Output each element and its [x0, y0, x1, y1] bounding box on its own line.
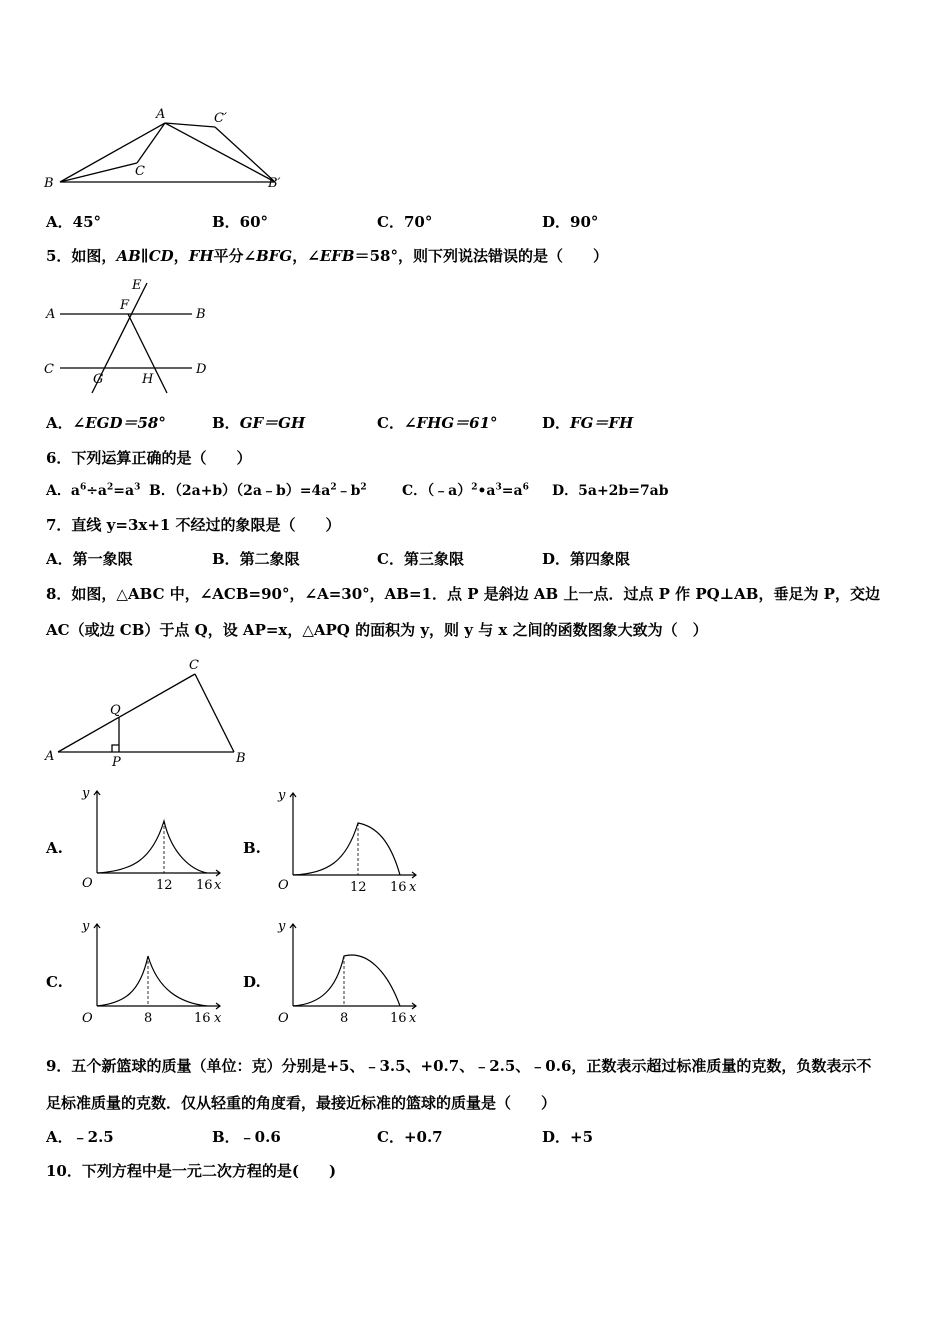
q8-graph-b-end-tick: 16 [390, 880, 407, 895]
q8-graph-c-xlabel: x [214, 1011, 222, 1026]
q5-stem [46, 246, 608, 266]
q4-figure [40, 105, 300, 200]
q6-option-a[interactable] [46, 481, 140, 501]
q8-graph-b[interactable] [268, 787, 423, 902]
q8-label-q: Q [110, 703, 121, 718]
q4-option-b[interactable]: B．60° [212, 213, 269, 231]
q8-label-a: A [45, 749, 55, 764]
q9-stem-line2: 足标准质量的克数．仅从轻重的角度看，最接近标准的篮球的质量是（ ） [46, 1094, 557, 1112]
q8-graph-b-curve [293, 823, 400, 875]
q6-option-b[interactable] [149, 481, 367, 501]
q8-graph-a-xlabel: x [214, 878, 222, 893]
q5-stem-cd: CD [148, 247, 174, 265]
q5-label-f: F [120, 298, 130, 313]
q6-c-5: =a [501, 483, 523, 499]
q5-stem-parallel: ∥ [140, 247, 149, 265]
q8-graph-c-end-tick: 16 [194, 1011, 211, 1026]
q7-option-b[interactable]: B．第二象限 [212, 550, 300, 568]
q7-option-a[interactable]: A．第一象限 [46, 550, 133, 568]
q8-option-c[interactable]: C. [46, 973, 63, 991]
q8-graph-c-origin: O [82, 1011, 93, 1026]
q8-graph-a-ylabel: y [82, 786, 90, 801]
q8-label-b: B [236, 751, 246, 766]
q5-stem-bfg: BFG [256, 247, 293, 265]
q5-label-c: C [44, 362, 54, 377]
q8-triangle-figure [42, 658, 252, 768]
q5-label-a: A [46, 307, 56, 322]
q9-option-d[interactable]: D．+5 [542, 1128, 594, 1146]
q8-label-p: P [112, 755, 121, 770]
q10-stem: 10．下列方程中是一元二次方程的是( ) [46, 1162, 337, 1180]
q5-option-a-text: ∠EGD＝58° [72, 414, 166, 432]
q8-graph-d-curve [293, 955, 400, 1006]
q6-stem: 6．下列运算正确的是（ ） [46, 449, 252, 467]
q5-stem-efb: EFB [319, 247, 355, 265]
q6-a-3: ÷a [86, 483, 108, 499]
q8-graph-b-xlabel: x [409, 880, 417, 895]
q8-stem-line2: AC（或边 CB）于点 Q，设 AP=x，△APQ 的面积为 y，则 y 与 x 之间的函数图象大致为（ ） [46, 621, 708, 639]
q8-graph-c-curve [97, 956, 207, 1006]
q9-option-c[interactable]: C．+0.7 [377, 1128, 443, 1146]
q8-graph-c-ylabel: y [82, 919, 90, 934]
q5-num: 5．如图， [46, 247, 117, 265]
q8-option-b[interactable]: B. [243, 839, 261, 857]
q5-option-d-letter: D． [542, 414, 571, 432]
q5-label-d: D [196, 362, 207, 377]
q8-label-c: C [189, 658, 199, 673]
q7-option-d[interactable]: D．第四象限 [542, 550, 631, 568]
q4-label-c-prime: C′ [214, 111, 227, 126]
q6-b-1: B．（2a+b）（2a﹣b）=4a [149, 483, 331, 499]
q6-option-d[interactable]: D．5a+2b=7ab [552, 483, 669, 499]
q5-option-b-text: GF＝GH [239, 414, 306, 432]
q7-option-c[interactable]: C．第三象限 [377, 550, 464, 568]
q4-option-a[interactable]: A．45° [46, 213, 102, 231]
q4-label-b-prime: B′ [268, 176, 281, 191]
q5-option-c-text: ∠FHG＝61° [403, 414, 498, 432]
q8-option-a[interactable]: A. [46, 839, 63, 857]
q8-option-d[interactable]: D. [243, 973, 261, 991]
q5-label-e: E [132, 278, 142, 293]
q4-label-a: A [156, 107, 166, 122]
q6-a-6: 3 [134, 482, 141, 493]
q6-option-c[interactable] [402, 481, 529, 501]
q8-graph-a-origin: O [82, 876, 93, 891]
q6-a-2: 6 [79, 482, 87, 493]
q8-graph-c-peak-tick: 8 [144, 1011, 153, 1026]
q9-option-b[interactable]: B．﹣0.6 [212, 1128, 281, 1146]
q8-graph-d-ylabel: y [278, 919, 286, 934]
q6-a-1: A．a [46, 483, 80, 499]
q5-figure [40, 275, 220, 395]
q5-label-h: H [142, 372, 154, 387]
q4-label-c: C [135, 164, 145, 179]
q4-label-b: B [44, 176, 54, 191]
q8-graph-a-end-tick: 16 [196, 878, 213, 893]
q5-option-b-letter: B． [212, 414, 240, 432]
q8-graph-d-end-tick: 16 [390, 1011, 407, 1026]
q9-option-a[interactable]: A．﹣2.5 [46, 1128, 114, 1146]
q5-option-d[interactable] [542, 413, 633, 433]
q5-option-a-letter: A． [46, 414, 73, 432]
q6-c-3: •a [477, 483, 496, 499]
q5-stem-fh: FH [188, 247, 214, 265]
q9-stem-line1: 9．五个新篮球的质量（单位：克）分别是+5、﹣3.5、+0.7、﹣2.5、﹣0.6，正数表示超过标准质量的克数，负数表示不 [46, 1057, 872, 1075]
q8-graph-c[interactable] [72, 918, 227, 1033]
q5-option-c[interactable] [377, 413, 498, 433]
q6-b-3: ﹣b [336, 483, 361, 499]
q6-c-1: C．（﹣a） [402, 483, 472, 499]
q6-a-5: =a [113, 483, 135, 499]
q8-graph-a-curve [97, 821, 207, 873]
q6-c-2: 2 [471, 482, 478, 493]
q8-graph-a[interactable] [72, 785, 227, 900]
q5-option-d-text: FG＝FH [570, 414, 634, 432]
q6-c-6: 6 [522, 482, 529, 493]
q7-stem: 7．直线 y=3x+1 不经过的象限是（ ） [46, 516, 341, 534]
q8-graph-d-peak-tick: 8 [340, 1011, 349, 1026]
q5-stem-bisect: 平分∠ [213, 247, 257, 265]
q5-stem-rest: ＝58°，则下列说法错误的是（ ） [354, 247, 608, 265]
q4-option-d[interactable]: D．90° [542, 213, 599, 231]
q6-b-2: 2 [330, 482, 337, 493]
q6-b-4: 2 [360, 482, 367, 493]
q8-graph-b-ylabel: y [278, 788, 286, 803]
q8-graph-d[interactable] [268, 918, 423, 1033]
q5-stem-ab: AB [116, 247, 141, 265]
q5-stem-angle: ，∠ [292, 247, 320, 265]
q5-label-g: G [93, 372, 104, 387]
q4-option-c[interactable]: C．70° [377, 213, 433, 231]
q8-graph-a-peak-tick: 12 [156, 878, 173, 893]
q5-stem-comma: ， [173, 247, 189, 265]
q5-option-b[interactable] [212, 413, 305, 433]
q8-graph-d-origin: O [278, 1011, 289, 1026]
q8-graph-b-origin: O [278, 878, 289, 893]
q8-graph-d-xlabel: x [409, 1011, 417, 1026]
q5-label-b: B [196, 307, 206, 322]
q5-option-c-letter: C． [377, 414, 404, 432]
q6-c-4: 3 [495, 482, 502, 493]
q5-option-a[interactable] [46, 413, 166, 433]
q8-stem-line1: 8．如图，△ABC 中，∠ACB=90°，∠A=30°，AB=1．点 P 是斜边 AB 上一点．过点 P 作 PQ⊥AB，垂足为 P，交边 [46, 585, 880, 603]
q8-graph-b-peak-tick: 12 [350, 880, 367, 895]
q6-a-4: 2 [107, 482, 114, 493]
